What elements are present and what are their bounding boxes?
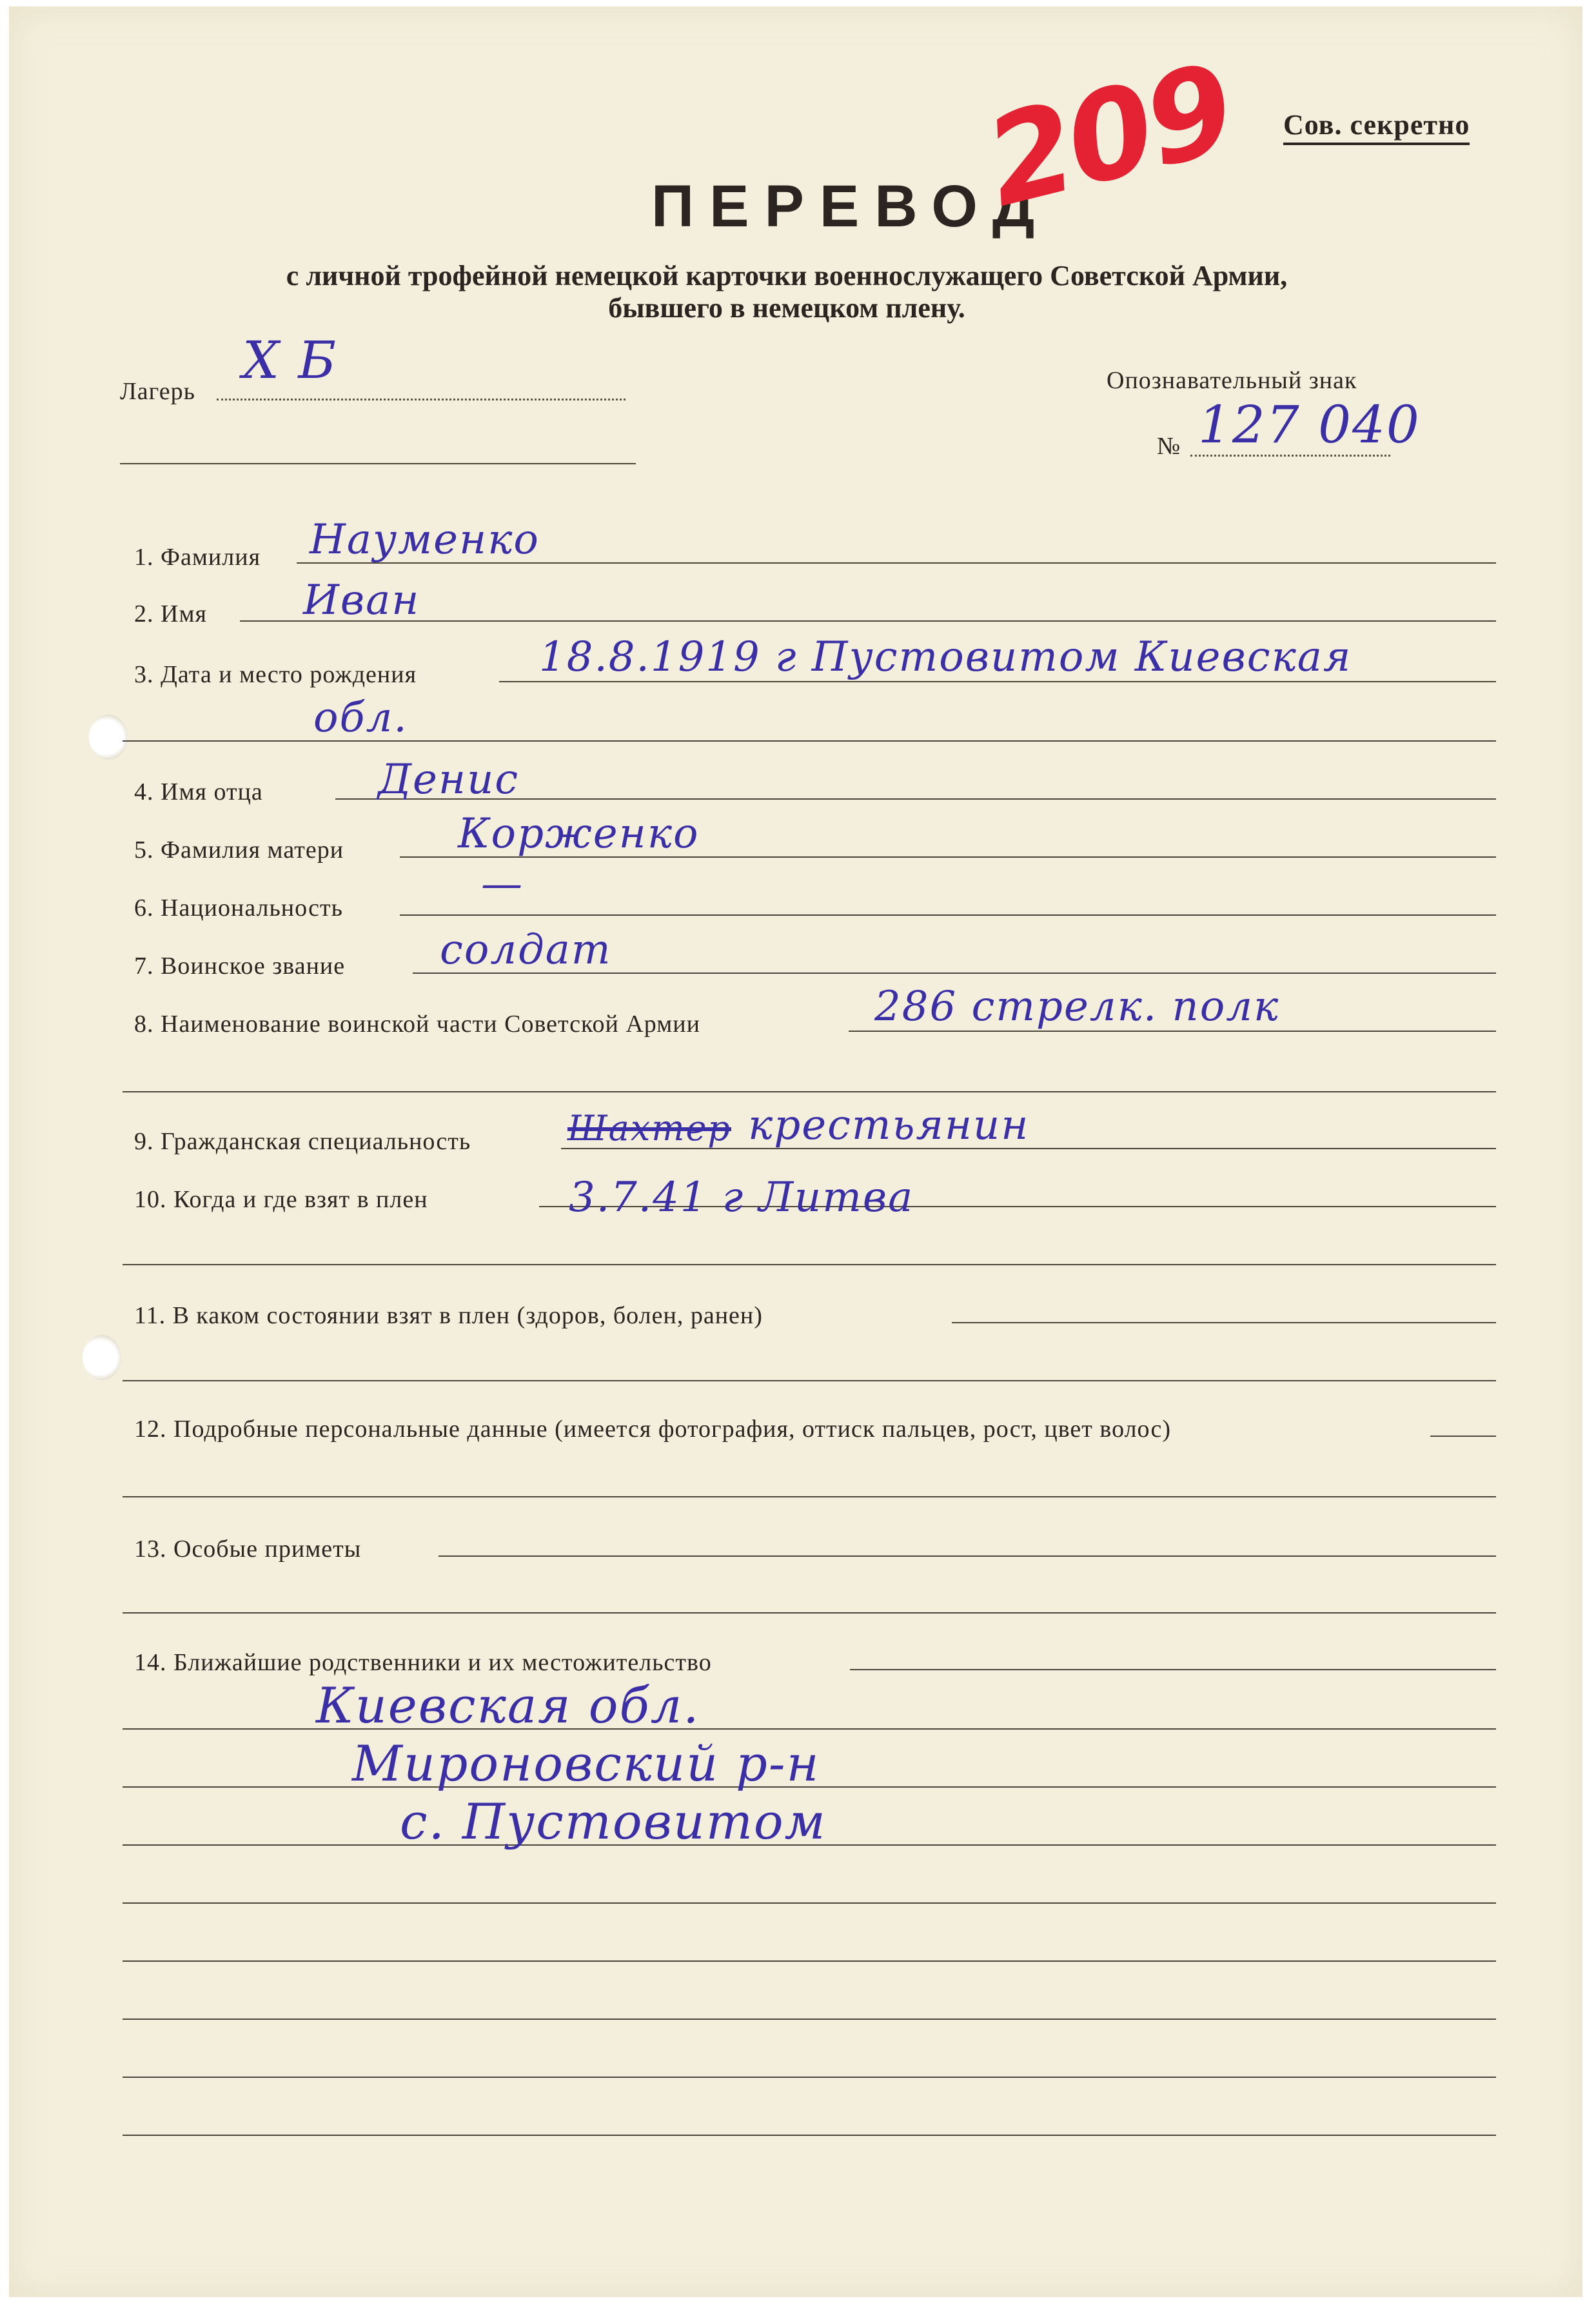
field-marks-line-2 <box>123 1612 1496 1614</box>
id-tag-number-sign: № <box>1157 433 1181 460</box>
field-nationality-value: — <box>481 860 524 908</box>
field-personal-data-label: 12. Подробные персональные данные (имеется фотография, оттиск пальцев, рост, цвет волос) <box>134 1416 1171 1443</box>
field-captured-label: 10. Когда и где взят в плен <box>134 1186 428 1213</box>
field-profession-struck-value: Шахтер <box>567 1108 731 1149</box>
field-nationality-line <box>400 914 1496 916</box>
field-personal-data-line <box>1430 1436 1496 1437</box>
subtitle-line-2: бывшего в немецком плену. <box>608 292 965 324</box>
camp-line <box>217 399 626 400</box>
field-profession-label: 9. Гражданская специальность <box>134 1128 471 1155</box>
field-birth-value: 18.8.1919 г Пустовитом Киевская <box>539 633 1352 681</box>
field-captured-value: 3.7.41 г Литва <box>569 1174 914 1221</box>
field-birth-label: 3. Дата и место рождения <box>134 661 417 688</box>
field-relatives-line-7 <box>123 2019 1496 2020</box>
field-condition-label: 11. В каком состоянии взят в плен (здоров, болен, ранен) <box>134 1302 763 1329</box>
field-relatives-line-6 <box>123 1960 1496 1962</box>
field-captured-line-2 <box>123 1264 1496 1265</box>
secrecy-label: Сов. секретно <box>1283 108 1470 145</box>
camp-label: Лагерь <box>120 378 195 405</box>
id-tag-line <box>1190 455 1390 457</box>
field-relatives-label: 14. Ближайшие родственники и их местожительство <box>134 1649 712 1676</box>
field-relatives-line <box>850 1669 1496 1670</box>
punch-hole-bottom <box>83 1335 121 1380</box>
field-marks-line <box>438 1555 1496 1557</box>
field-relatives-value-3: с. Пустовитом <box>400 1793 827 1850</box>
field-relatives-line-9 <box>123 2135 1496 2136</box>
field-unit-value: 286 стрелк. полк <box>874 983 1280 1031</box>
field-surname-value: Науменко <box>310 516 540 564</box>
field-birth-value-2: обл. <box>313 694 408 742</box>
field-mother-value: Корженко <box>458 810 700 858</box>
field-rank-label: 7. Воинское звание <box>134 953 346 980</box>
id-tag-label: Опознавательный знак <box>1107 367 1357 394</box>
field-unit-label: 8. Наименование воинской части Советской Армии <box>134 1011 700 1038</box>
id-tag-value: 127 040 <box>1198 395 1421 455</box>
field-marks-label: 13. Особые приметы <box>134 1535 362 1563</box>
field-name-value: Иван <box>303 577 420 624</box>
punch-hole-top <box>89 715 128 760</box>
field-mother-label: 5. Фамилия матери <box>134 836 344 864</box>
field-surname-label: 1. Фамилия <box>134 544 261 571</box>
field-condition-line-2 <box>123 1380 1496 1381</box>
field-relatives-value-2: Мироновский р-н <box>352 1735 820 1792</box>
field-name-label: 2. Имя <box>134 600 207 627</box>
page-title: ПЕРЕВОД <box>651 173 1050 239</box>
field-name-line <box>240 620 1496 622</box>
red-stamp-number: 209 <box>972 37 1245 235</box>
field-father-label: 4. Имя отца <box>134 778 263 805</box>
field-relatives-line-5 <box>123 1902 1496 1904</box>
field-unit-line-2 <box>123 1091 1496 1092</box>
field-profession-value: крестьянин <box>748 1101 1030 1149</box>
field-rank-value: солдат <box>440 926 612 974</box>
camp-extra-line <box>120 463 636 464</box>
field-relatives-line-8 <box>123 2077 1496 2078</box>
field-father-value: Денис <box>378 756 520 804</box>
field-condition-line <box>952 1322 1496 1323</box>
camp-value: Х Б <box>242 330 338 390</box>
field-personal-data-line-2 <box>123 1496 1496 1497</box>
field-relatives-value-1: Киевская обл. <box>316 1677 700 1734</box>
field-nationality-label: 6. Национальность <box>134 894 343 922</box>
subtitle-line-1: с личной трофейной немецкой карточки военнослужащего Советской Армии, <box>286 260 1288 291</box>
field-unit-line <box>849 1031 1496 1032</box>
field-birth-line <box>499 681 1496 682</box>
